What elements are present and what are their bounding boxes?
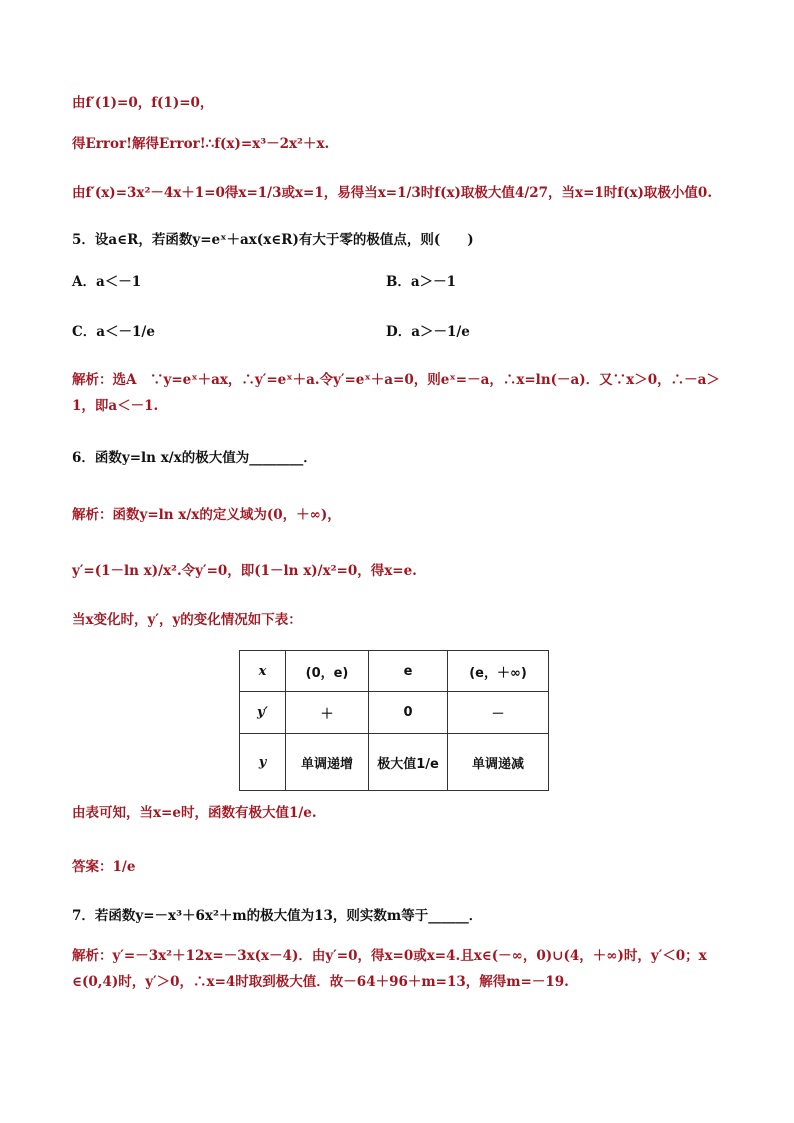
table-cell: 0	[369, 692, 448, 734]
table-cell: x	[240, 651, 286, 692]
solution-line-1: 由f′(1)=0，f(1)=0，	[72, 95, 214, 111]
table-cell: y	[240, 734, 286, 791]
option-c: C．a＜－1/e	[72, 324, 155, 340]
table-cell: 单调递减	[448, 734, 549, 791]
option-d: D．a＞－1/e	[386, 324, 470, 340]
option-b: B．a＞－1	[386, 274, 457, 290]
table-row	[240, 734, 549, 791]
table-row	[240, 692, 549, 734]
solution-5-line-2: 1，即a＜－1.	[72, 398, 159, 414]
solution-6-line-1: 解析：函数y=ln x/x的定义域为(0，＋∞)，	[72, 507, 341, 523]
question-7: 7．若函数y=－x³＋6x²＋m的极大值为13，则实数m等于______．	[72, 908, 483, 924]
variation-table	[239, 650, 549, 791]
question-5: 5．设a∈R，若函数y=eˣ＋ax(x∈R)有大于零的极值点，则( )	[72, 232, 474, 248]
table-cell: －	[448, 692, 549, 734]
solution-6-line-4: 由表可知，当x=e时，函数有极大值1/e.	[72, 805, 317, 821]
solution-line-2: 得Error!解得Error!∴f(x)=x³－2x²＋x.	[72, 136, 330, 152]
table-cell: 单调递增	[286, 734, 369, 791]
table-cell: y′	[240, 692, 286, 734]
table-cell: ＋	[286, 692, 369, 734]
solution-line-3: 由f′(x)=3x²－4x＋1=0得x=1/3或x=1，易得当x=1/3时f(x)取极大值4/27，当x=1时f(x)取极小值0.	[72, 185, 713, 201]
solution-5-line-1: 解析：选A ∵y=eˣ＋ax，∴y′=eˣ＋a.令y′=eˣ＋a=0，则eˣ=－a，∴x=ln(－a)．又∵x＞0，∴－a＞	[72, 372, 720, 388]
table-cell: 极大值1/e	[369, 734, 448, 791]
table-cell: (e，＋∞)	[448, 651, 549, 692]
solution-7-line-2: ∈(0,4)时，y′＞0，∴x=4时取到极大值．故－64＋96＋m=13，解得m=－19.	[72, 974, 569, 990]
table-cell: e	[369, 651, 448, 692]
solution-7-line-1: 解析：y′=－3x²＋12x=－3x(x－4)．由y′=0，得x=0或x=4.且x∈(－∞，0)∪(4，＋∞)时，y′＜0；x	[72, 948, 707, 964]
table-row	[240, 651, 549, 692]
question-6: 6．函数y=ln x/x的极大值为________．	[72, 450, 317, 466]
option-a: A．a＜－1	[72, 274, 142, 290]
solution-6-line-3: 当x变化时，y′，y的变化情况如下表：	[72, 612, 302, 628]
solution-6-line-2: y′=(1－ln x)/x².令y′=0，即(1－ln x)/x²=0，得x=e.	[72, 563, 417, 579]
table-cell: (0，e)	[286, 651, 369, 692]
answer-6: 答案：1/e	[72, 859, 136, 875]
